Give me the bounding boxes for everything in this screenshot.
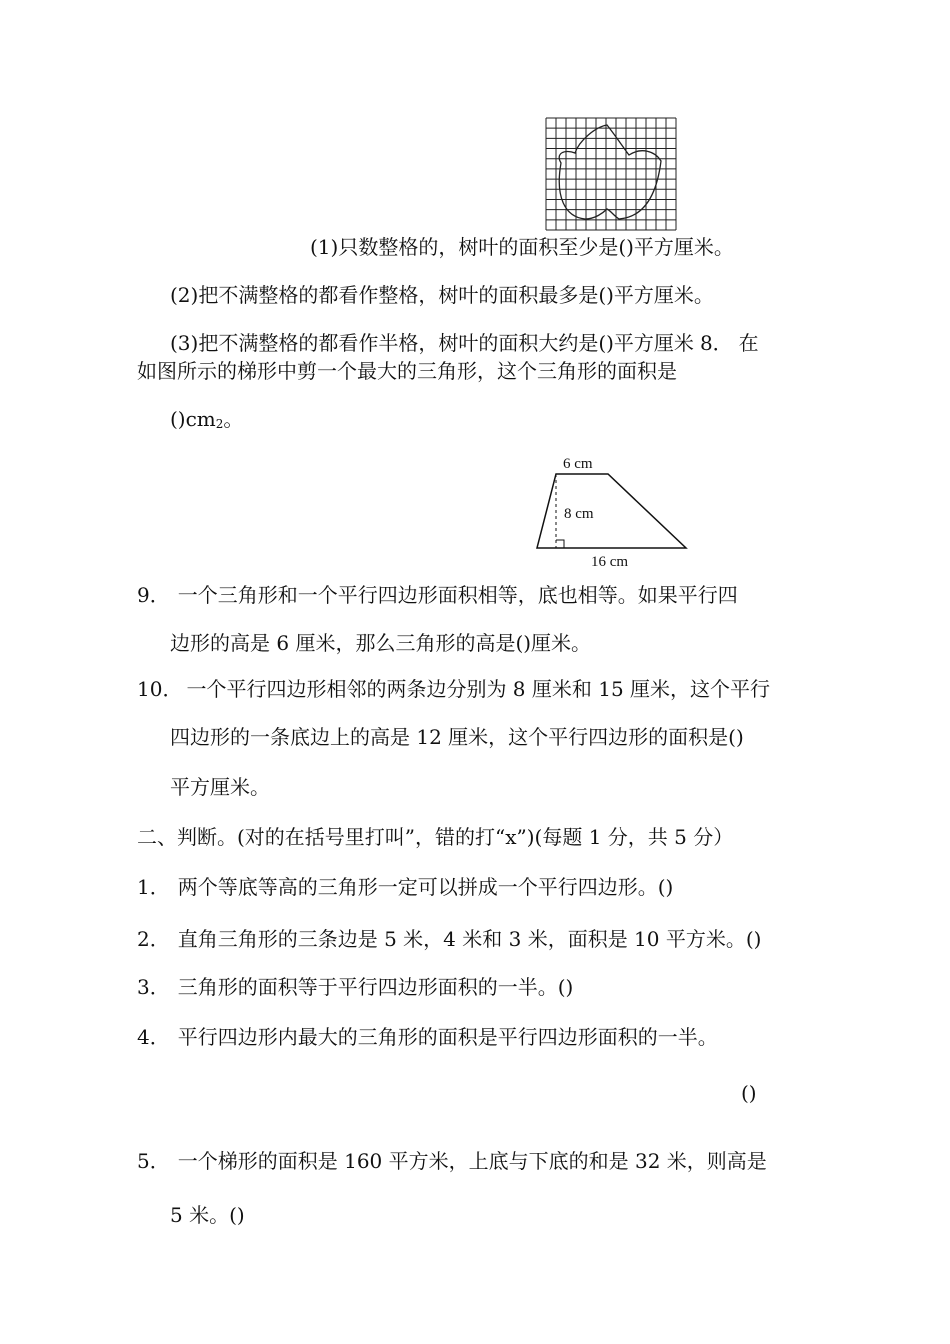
q9-line-2: 边形的高是 6 厘米，那么三角形的高是()厘米。 xyxy=(170,631,592,655)
judge-item-5-line-2: 5 米。() xyxy=(170,1203,245,1227)
q10-text-1: 一个平行四边形相邻的两条边分别为 8 厘米和 15 厘米，这个平行 xyxy=(186,677,771,701)
q10-line-3: 平方厘米。 xyxy=(170,775,270,799)
leaf-question-3-line xyxy=(170,330,759,356)
leaf-question-2: (2)把不满整格的都看作整格，树叶的面积最多是()平方厘米。 xyxy=(170,283,714,307)
judge-item-1-text: 两个等底等高的三角形一定可以拼成一个平行四边形。() xyxy=(177,875,674,899)
q8-number: 8． xyxy=(699,331,733,355)
judge-item-2-text: 直角三角形的三条边是 5 米，4 米和 3 米，面积是 10 平方米。() xyxy=(177,927,762,951)
judge-item-1-number: 1． xyxy=(137,875,170,899)
judge-item-5-text: 一个梯形的面积是 160 平方米，上底与下底的和是 32 米，则高是 xyxy=(177,1149,767,1173)
judge-item-2-number: 2． xyxy=(137,927,170,951)
trapezoid-shape xyxy=(537,474,686,548)
leaf-question-3: (3)把不满整格的都看作半格，树叶的面积大约是()平方厘米 xyxy=(170,331,694,355)
q8-answer xyxy=(170,406,243,437)
judge-item-4 xyxy=(137,1024,718,1050)
bottom-base-label: 16 cm xyxy=(591,554,629,570)
q10-line-1 xyxy=(137,676,770,702)
q9-text-1: 一个三角形和一个平行四边形面积相等，底也相等。如果平行四 xyxy=(177,583,738,607)
judge-item-5 xyxy=(137,1148,767,1174)
trapezoid-figure xyxy=(530,450,695,570)
leaf-grid-figure xyxy=(545,117,677,231)
judge-item-5-number: 5． xyxy=(137,1149,170,1173)
judge-item-4-answer: () xyxy=(741,1081,757,1105)
height-label: 8 cm xyxy=(564,506,594,522)
q8-text-b: 如图所示的梯形中剪一个最大的三角形，这个三角形的面积是 xyxy=(137,359,677,383)
q9-line-1 xyxy=(137,582,738,608)
grid-lines xyxy=(546,118,676,230)
judge-item-4-text: 平行四边形内最大的三角形的面积是平行四边形面积的一半。 xyxy=(177,1025,718,1049)
q8-text-a: 在 xyxy=(738,331,759,355)
q8-answer-end: 。 xyxy=(223,407,244,431)
q9-number: 9． xyxy=(137,583,170,607)
top-base-label: 6 cm xyxy=(563,456,593,472)
judge-item-1 xyxy=(137,874,673,900)
q8-answer-sup: 2 xyxy=(215,417,224,431)
q8-answer-prefix: ()cm xyxy=(170,407,216,431)
judge-item-3 xyxy=(137,974,573,1000)
q10-line-2: 四边形的一条底边上的高是 12 厘米，这个平行四边形的面积是() xyxy=(170,725,744,749)
right-angle-mark xyxy=(556,540,564,548)
q10-number: 10． xyxy=(137,677,183,701)
judge-item-3-number: 3． xyxy=(137,975,170,999)
leaf-question-1: (1)只数整格的，树叶的面积至少是()平方厘米。 xyxy=(310,235,734,259)
judge-item-3-text: 三角形的面积等于平行四边形面积的一半。() xyxy=(177,975,574,999)
judge-item-4-number: 4． xyxy=(137,1025,170,1049)
judge-item-2 xyxy=(137,926,761,952)
section-2-heading: 二、判断。(对的在括号里打叫”，错的打“x”)(每题 1 分，共 5 分） xyxy=(137,825,734,849)
